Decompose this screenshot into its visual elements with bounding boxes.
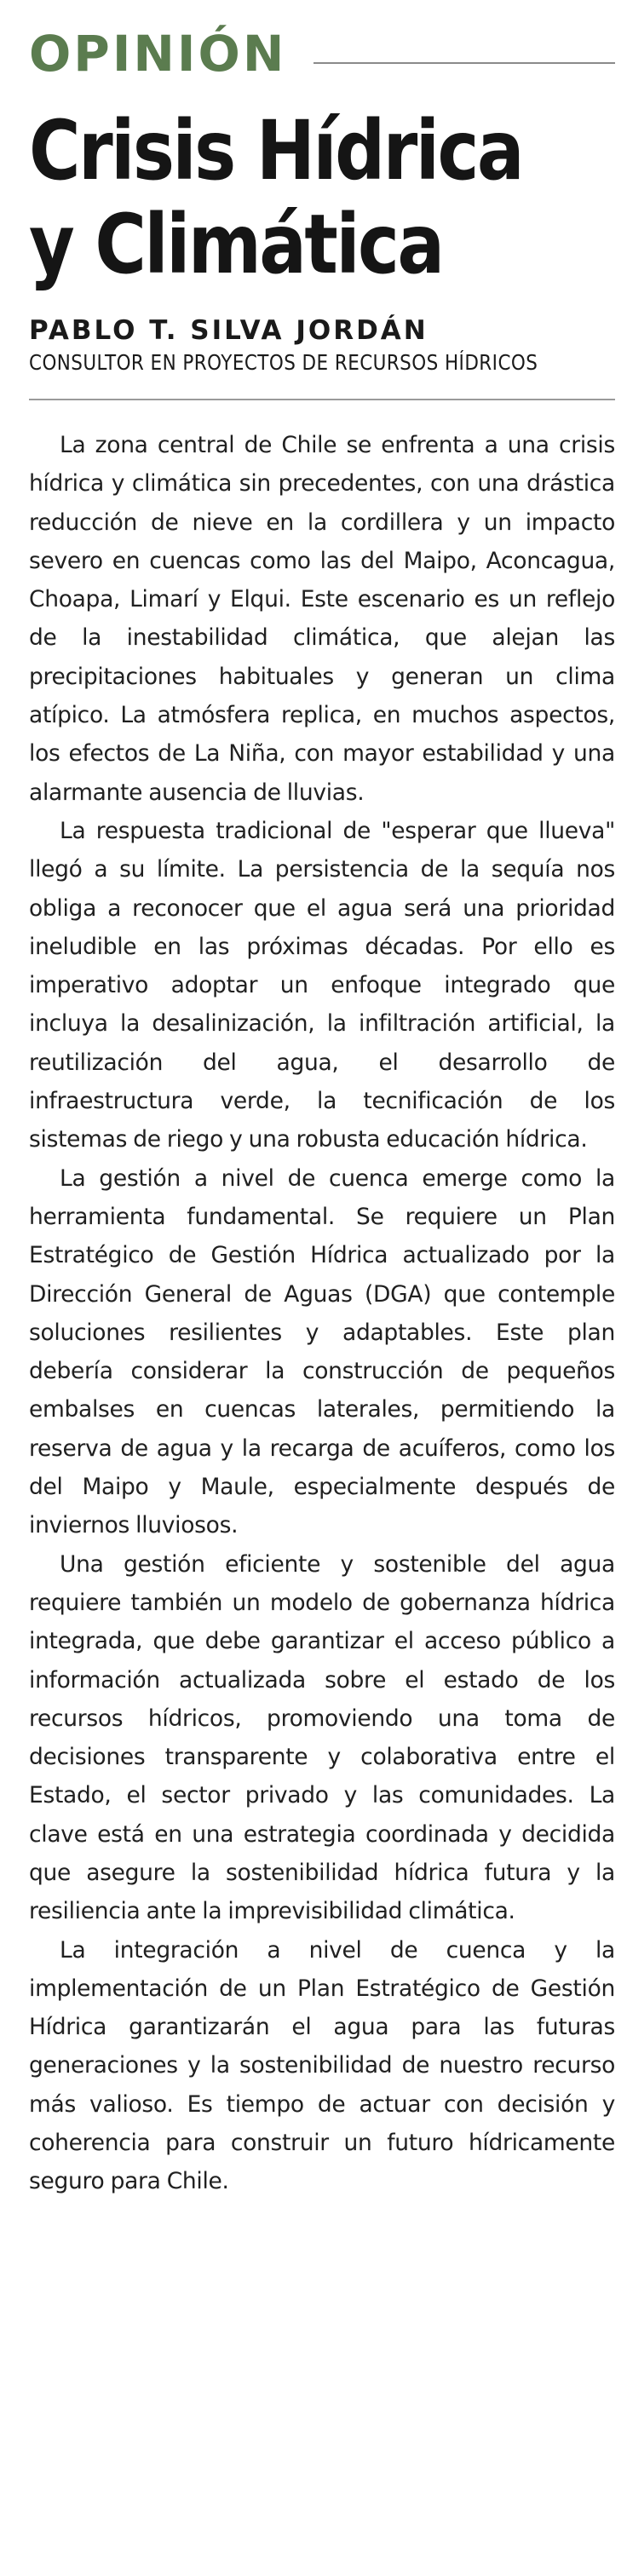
article-title-line-1: Crisis Hídrica (29, 103, 522, 198)
article-title (29, 104, 615, 291)
section-label: OPINIÓN (29, 25, 287, 83)
byline-divider (29, 399, 615, 400)
author-name: PABLO T. SILVA JORDÁN (29, 315, 429, 346)
article-body (29, 426, 615, 2201)
byline (29, 313, 615, 378)
section-divider (314, 62, 615, 64)
author-role: CONSULTOR EN PROYECTOS DE RECURSOS HÍDRICOS (29, 350, 538, 375)
article-paragraph-4: Una gestión eficiente y sostenible del agua requiere también un modelo de gobernanza hídrica integrada, que debe garantizar el acceso público a información actualizada sobre el estado de los recursos hídricos, promoviendo una toma de decisiones transparente y colaborativa entre el Estado, el sector privado y las comunidades. La clave está en una estrategia coordinada y decidida que asegure la sostenibilidad hídrica futura y la resiliencia ante la imprevisibilidad climática. (29, 1550, 615, 1925)
article-paragraph-3: La gestión a nivel de cuenca emerge como la herramienta fundamental. Se requiere un Plan Estratégico de Gestión Hídrica actualizado por la Dirección General de Aguas (DGA) que contemple soluciones resilientes y adaptables. Este plan debería considerar la construcción de pequeños embalses en cuencas laterales, permitiendo la reserva de agua y la recarga de acuíferos, como los del Maipo y Maule, especialmente después de inviernos lluviosos. (29, 1164, 615, 1539)
article-paragraph-1: La zona central de Chile se enfrenta a una crisis hídrica y climática sin precedentes, con una drástica reducción de nieve en la cordillera y un impacto severo en cuencas como las del Maipo, Aconcagua, Choapa, Limarí y Elqui. Este escenario es un reflejo de la inestabilidad climática, que alejan las precipitaciones habituales y generan un clima atípico. La atmósfera replica, en muchos aspectos, los efectos de La Niña, con mayor estabilidad y una alarmante ausencia de lluvias. (29, 432, 615, 806)
article-title-line-2: y Climática (29, 197, 443, 292)
article-paragraph-2: La respuesta tradicional de "esperar que llueva" llegó a su límite. La persistencia de la sequía nos obliga a reconocer que el agua será una prioridad ineludible en las próximas décadas. Por ello es imperativo adoptar un enfoque integrado que incluya la desalinización, la infiltración artificial, la reutilización del agua, el desarrollo de infraestructura verde, la tecnificación de los sistemas de riego y una robusta educación hídrica. (29, 817, 615, 1153)
section-header (29, 26, 615, 82)
article-paragraph-5: La integración a nivel de cuenca y la implementación de un Plan Estratégico de Gestión Hídrica garantizarán el agua para las futuras generaciones y la sostenibilidad de nuestro recurso más valioso. Es tiempo de actuar con decisión y coherencia para construir un futuro hídricamente seguro para Chile. (29, 1936, 615, 2195)
